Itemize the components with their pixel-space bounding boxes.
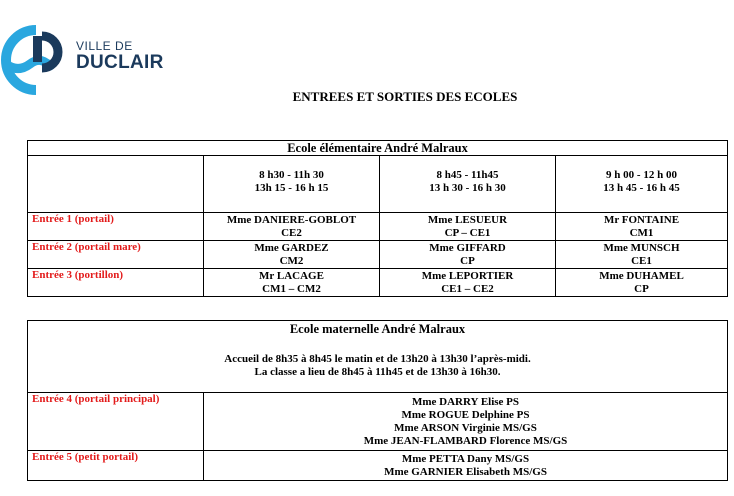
class-name: CE2 xyxy=(281,226,302,239)
teacher-cell xyxy=(556,213,728,241)
schedule-cell xyxy=(380,156,556,213)
schedule-morning: 8 h45 - 11h45 xyxy=(436,169,499,181)
class-name: CM2 xyxy=(279,254,304,267)
logo-title: DUCLAIR xyxy=(76,52,164,73)
table-row xyxy=(28,241,728,269)
teacher-name: Mme GARDEZ xyxy=(254,241,329,254)
entry-label: Entrée 3 (portillon) xyxy=(28,269,204,297)
teacher-cell xyxy=(380,241,556,269)
entry-label: Entrée 5 (petit portail) xyxy=(28,451,204,481)
teacher-cell xyxy=(204,393,728,451)
teacher-cell xyxy=(556,269,728,297)
maternelle-table xyxy=(27,320,728,481)
logo-subtitle: VILLE DE xyxy=(76,39,133,53)
teacher-cell xyxy=(204,213,380,241)
table-row xyxy=(28,213,728,241)
schedule-afternoon: 13h 15 - 16 h 15 xyxy=(254,182,329,194)
empty-cell xyxy=(28,156,204,213)
class-name: CP xyxy=(460,254,475,267)
teacher-line: Mme PETTA Dany MS/GS xyxy=(401,452,530,465)
schedule-morning: 8 h30 - 11h 30 xyxy=(259,169,324,181)
schedule-afternoon: 13 h 30 - 16 h 30 xyxy=(429,182,506,194)
teacher-name: Mr LACAGE xyxy=(259,269,324,282)
teacher-cell xyxy=(204,241,380,269)
teacher-line: Mme ARSON Virginie MS/GS xyxy=(394,421,537,434)
table-row xyxy=(28,269,728,297)
maternelle-school-name: Ecole maternelle André Malraux xyxy=(289,322,466,336)
teacher-name: Mme LESUEUR xyxy=(427,213,508,226)
teacher-line: Mme ROGUE Delphine PS xyxy=(401,408,530,421)
elementary-school-name: Ecole élémentaire André Malraux xyxy=(28,141,728,156)
teacher-cell xyxy=(204,269,380,297)
class-name: CM1 – CM2 xyxy=(262,282,321,295)
teacher-cell xyxy=(380,269,556,297)
teacher-name: Mme LEPORTIER xyxy=(421,269,514,282)
maternelle-info-line: La classe a lieu de 8h45 à 11h45 et de 13h30 à 16h30. xyxy=(254,366,501,378)
entry-label: Entrée 2 (portail mare) xyxy=(28,241,204,269)
teacher-line: Mme GARNIER Elisabeth MS/GS xyxy=(384,465,547,478)
class-name: CM1 xyxy=(629,226,654,239)
entry-label: Entrée 1 (portail) xyxy=(28,213,204,241)
entry-label: Entrée 4 (portail principal) xyxy=(28,393,204,451)
teacher-name: Mme DUHAMEL xyxy=(599,269,684,282)
maternelle-info-line: Accueil de 8h35 à 8h45 le matin et de 13h20 à 13h30 l’après-midi. xyxy=(224,353,531,365)
teacher-name: Mme MUNSCH xyxy=(603,241,680,254)
schedule-morning: 9 h 00 - 12 h 00 xyxy=(606,169,677,181)
elementary-table xyxy=(27,140,728,297)
teacher-cell xyxy=(380,213,556,241)
table-row xyxy=(28,393,728,451)
teacher-cell xyxy=(556,241,728,269)
teacher-cell xyxy=(204,451,728,481)
page-title: ENTREES ET SORTIES DES ECOLES xyxy=(292,89,518,104)
teacher-name: Mme GIFFARD xyxy=(429,241,506,254)
duclair-logo-icon xyxy=(0,24,72,96)
class-name: CE1 xyxy=(631,254,652,267)
teacher-line: Mme JEAN-FLAMBARD Florence MS/GS xyxy=(363,434,568,447)
maternelle-header-cell xyxy=(28,321,728,393)
teacher-name: Mme DANIERE-GOBLOT xyxy=(226,213,357,226)
schedule-cell xyxy=(204,156,380,213)
teacher-line: Mme DARRY Elise PS xyxy=(411,395,520,408)
schedule-cell xyxy=(556,156,728,213)
teacher-name: Mr FONTAINE xyxy=(603,213,680,226)
class-name: CP xyxy=(634,282,649,295)
schedule-afternoon: 13 h 45 - 16 h 45 xyxy=(603,182,680,194)
table-row xyxy=(28,451,728,481)
class-name: CP – CE1 xyxy=(444,226,491,239)
class-name: CE1 – CE2 xyxy=(441,282,494,295)
